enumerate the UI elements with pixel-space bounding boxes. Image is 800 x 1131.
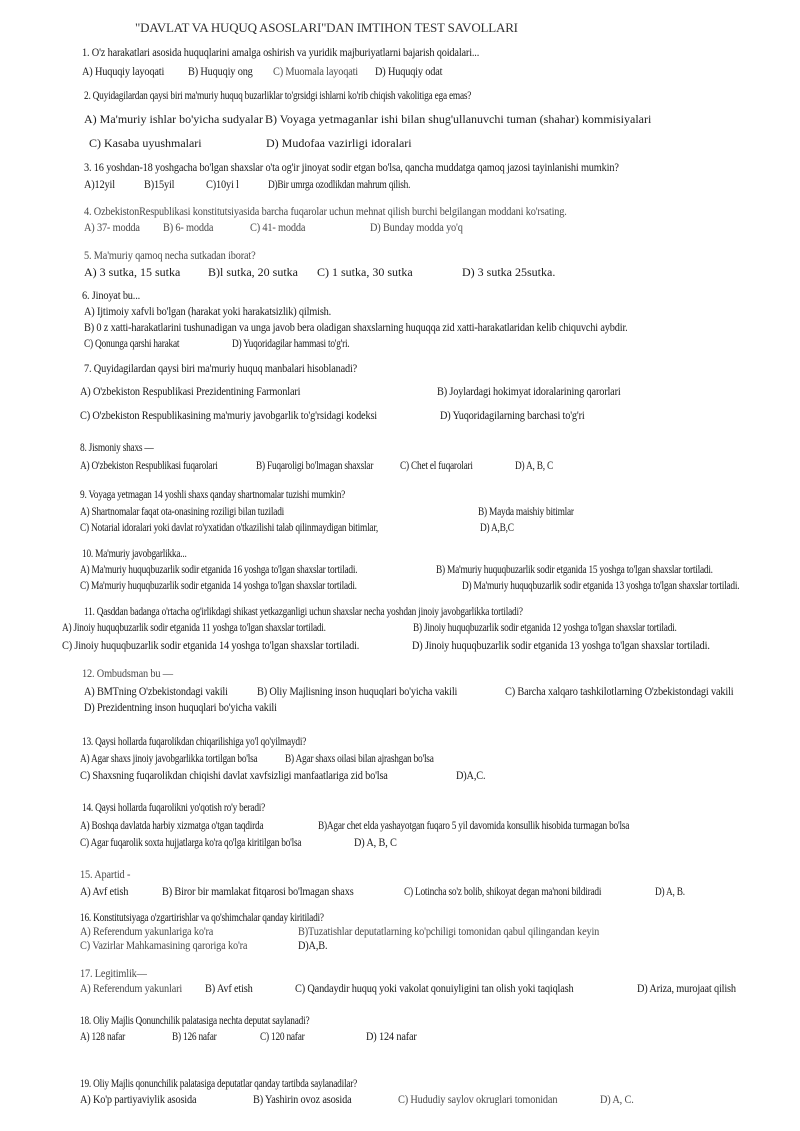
question-12: 12. Ombudsman bu —	[82, 666, 173, 680]
q18-option-d: D) 124 nafar	[366, 1029, 417, 1043]
q4-option-c: C) 41- modda	[250, 220, 306, 234]
q15-option-c: C) Lotincha so'z bolib, shikoyat degan ma'noni bildiradi	[404, 884, 602, 898]
q19-option-c: C) Hududiy saylov okruglari tomonidan	[398, 1092, 558, 1106]
q14-option-d: D) A, B, C	[354, 835, 397, 849]
question-19: 19. Oliy Majlis qonunchilik palatasiga deputatlar qanday tartibda saylanadilar?	[80, 1076, 358, 1090]
q1-option-c: C) Muomala layoqati	[273, 64, 359, 78]
q13-option-a: A) Agar shaxs jinoiy javobgarlikka tortilgan bo'lsa	[80, 751, 258, 765]
q2-option-d: D) Mudofaa vazirligi idoralari	[266, 136, 412, 150]
question-18: 18. Oliy Majlis Qonunchilik palatasiga nechta deputat saylanadi?	[80, 1013, 310, 1027]
q13-option-d: D)A,C.	[456, 768, 486, 782]
q12-option-a: A) BMTning O'zbekistondagi vakili	[84, 684, 228, 698]
question-4: 4. OzbekistonRespublikasi konstitutsiyasida barcha fuqarolar uchun mehnat qilish burchi belgilangan moddani ko'rsating.	[84, 204, 567, 218]
q5-option-a: A) 3 sutka, 15 sutka	[84, 265, 181, 279]
q15-option-d: D) A, B.	[655, 884, 685, 898]
q19-option-d: D) A, C.	[600, 1092, 634, 1106]
q1-option-b: B) Huquqiy ong	[188, 64, 253, 78]
question-15: 15. Apartid -	[80, 867, 131, 881]
q6-option-d: D) Yuqoridagilar hammasi to'g'ri.	[232, 336, 350, 350]
q14-option-a: A) Boshqa davlatda harbiy xizmatga o'tgan taqdirda	[80, 818, 264, 832]
q17-option-a: A) Referendum yakunlari	[80, 981, 183, 995]
q11-option-a: A) Jinoiy huquqbuzarlik sodir etganida 11 yoshga to'lgan shaxslar tortiladi.	[62, 620, 326, 634]
q18-option-a: A) 128 nafar	[80, 1029, 126, 1043]
q2-option-c: C) Kasaba uyushmalari	[89, 136, 202, 150]
q9-option-c: C) Notarial idoralari yoki davlat ro'yxatidan o'tkazilishi talab qilinmaydigan bitimlar,	[80, 520, 378, 534]
q3-option-c: C)10yi l	[206, 177, 239, 191]
q14-option-b: B)Agar chet elda yashayotgan fuqaro 5 yil davomida konsullik hisobida turmagan bo'lsa	[318, 818, 630, 832]
q3-option-d: D)Bir umrga ozodlikdan mahrum qilish.	[268, 177, 411, 191]
q8-option-b: B) Fuqaroligi bo'lmagan shaxslar	[256, 458, 374, 472]
q15-option-b: B) Biror bir mamlakat fitqarosi bo'lmagan shaxs	[162, 884, 354, 898]
question-10: 10. Ma'muriy javobgarlikka...	[82, 546, 187, 560]
q1-option-a: A) Huquqiy layoqati	[82, 64, 165, 78]
q12-option-d: D) Prezidentning inson huquqlari bo'yicha vakili	[84, 700, 277, 714]
q11-option-d: D) Jinoiy huquqbuzarlik sodir etganida 13 yoshga to'lgan shaxslar tortiladi.	[412, 638, 710, 652]
q4-option-d: D) Bunday modda yo'q	[370, 220, 463, 234]
question-6: 6. Jinoyat bu...	[82, 288, 141, 302]
q13-option-c: C) Shaxsning fuqarolikdan chiqishi davlat xavfsizligi manfaatlariga zid bo'lsa	[80, 768, 388, 782]
q18-option-b: B) 126 nafar	[172, 1029, 217, 1043]
question-13: 13. Qaysi hollarda fuqarolikdan chiqarilishiga yo'l qo'yilmaydi?	[82, 734, 307, 748]
q7-option-d: D) Yuqoridagilarning barchasi to'g'ri	[440, 408, 585, 422]
q8-option-d: D) A, B, C	[515, 458, 553, 472]
question-7: 7. Quyidagilardan qaysi biri ma'muriy huquq manbalari hisoblanadi?	[84, 361, 358, 375]
question-9: 9. Voyaga yetmagan 14 yoshli shaxs qanday shartnomalar tuzishi mumkin?	[80, 487, 346, 501]
question-17: 17. Legitimlik—	[80, 966, 147, 980]
q9-option-a: A) Shartnomalar faqat ota-onasining roziligi bilan tuziladi	[80, 504, 285, 518]
q3-option-b: B)15yil	[144, 177, 175, 191]
question-5: 5. Ma'muriy qamoq necha sutkadan iborat?	[84, 248, 256, 262]
q10-option-c: C) Ma'muriy huquqbuzarlik sodir etganida 14 yoshga to'lgan shaxslar tortiladi.	[80, 578, 357, 592]
q2-option-b: B) Voyaga yetmaganlar ishi bilan shug'ullanuvchi tuman (shahar) kommisiyalari	[265, 112, 652, 126]
question-3: 3. 16 yoshdan-18 yoshgacha bo'lgan shaxslar o'ta og'ir jinoyat sodir etgan bo'lsa, qancha muddatga qamoq jazosi tayinlanishi mumkin?	[84, 160, 619, 174]
question-2: 2. Quyidagilardan qaysi biri ma'muriy huquq buzarliklar to'grsidgi ishlarni ko'rib chiqish vakolitiga ega emas?	[84, 88, 472, 102]
q8-option-c: C) Chet el fuqarolari	[400, 458, 473, 472]
q10-option-b: B) Ma'muriy huquqbuzarlik sodir etganida 15 yoshga to'lgan shaxslar tortiladi.	[436, 562, 713, 576]
q13-option-b: B) Agar shaxs oilasi bilan ajrashgan bo'lsa	[285, 751, 434, 765]
q7-option-c: C) O'zbekiston Respublikasining ma'muriy javobgarlik to'g'rsidagi kodeksi	[80, 408, 377, 422]
q10-option-a: A) Ma'muriy huquqbuzarlik sodir etganida 16 yoshga to'lgan shaxslar tortiladi.	[80, 562, 358, 576]
q7-option-a: A) O'zbekiston Respublikasi Prezidentining Farmonlari	[80, 384, 301, 398]
q3-option-a: A)12yil	[84, 177, 115, 191]
q18-option-c: C) 120 nafar	[260, 1029, 305, 1043]
q17-option-c: C) Qandaydir huquq yoki vakolat qonuiyligini tan olish yoki taqiqlash	[295, 981, 574, 995]
question-14: 14. Qaysi hollarda fuqarolikni yo'qotish ro'y beradi?	[82, 800, 266, 814]
q16-option-d: D)A,B.	[298, 938, 328, 952]
q6-option-b: B) 0 z xatti-harakatlarini tushunadigan va unga javob bera oladigan shaxslarning huquqqa zid xatti-harakatlaridan kelib chiquvchi aybdir.	[84, 320, 628, 334]
q11-option-c: C) Jinoiy huquqbuzarlik sodir etganida 14 yoshga to'lgan shaxslar tortiladi.	[62, 638, 360, 652]
q4-option-b: B) 6- modda	[163, 220, 214, 234]
q12-option-b: B) Oliy Majlisning inson huquqlari bo'yicha vakili	[257, 684, 458, 698]
q6-option-a: A) Ijtimoiy xafvli bo'lgan (harakat yoki harakatsizlik) qilmish.	[84, 304, 332, 318]
question-11: 11. Qasddan badanga o'rtacha og'irlikdagi shikast yetkazganligi uchun shaxslar necha yoshdan jinoiy javobgarlikka tortiladi?	[84, 604, 523, 618]
document-title: "DAVLAT VA HUQUQ ASOSLARI"DAN IMTIHON TEST SAVOLLARI	[135, 20, 518, 35]
q6-option-c: C) Qonunga qarshi harakat	[84, 336, 180, 350]
q8-option-a: A) O'zbekiston Respublikasi fuqarolari	[80, 458, 218, 472]
q17-option-d: D) Ariza, murojaat qilish	[637, 981, 736, 995]
q19-option-b: B) Yashirin ovoz asosida	[253, 1092, 352, 1106]
q5-option-c: C) 1 sutka, 30 sutka	[317, 265, 413, 279]
q11-option-b: B) Jinoiy huquqbuzarlik sodir etganida 12 yoshga to'lgan shaxslar tortiladi.	[413, 620, 677, 634]
q9-option-b: B) Mayda maishiy bitimlar	[478, 504, 574, 518]
q15-option-a: A) Avf etish	[80, 884, 129, 898]
q10-option-d: D) Ma'muriy huquqbuzarlik sodir etganida 13 yoshga to'lgan shaxslar tortiladi.	[462, 578, 740, 592]
question-16: 16. Konstitutsiyaga o'zgartirishlar va qo'shimchalar qanday kiritiladi?	[80, 910, 324, 924]
q19-option-a: A) Ko'p partiyaviylik asosida	[80, 1092, 197, 1106]
q5-option-b: B)l sutka, 20 sutka	[208, 265, 298, 279]
q1-option-d: D) Huquqiy odat	[375, 64, 443, 78]
q17-option-b: B) Avf etish	[205, 981, 253, 995]
q7-option-b: B) Joylardagi hokimyat idoralarining qarorlari	[437, 384, 621, 398]
q16-option-a: A) Referendum yakunlariga ko'ra	[80, 924, 214, 938]
q16-option-c: C) Vazirlar Mahkamasining qaroriga ko'ra	[80, 938, 248, 952]
q12-option-c: C) Barcha xalqaro tashkilotlarning O'zbekistondagi vakili	[505, 684, 734, 698]
q9-option-d: D) A,B,C	[480, 520, 514, 534]
q14-option-c: C) Agar fuqarolik soxta hujjatlarga ko'ra qo'lga kiritilgan bo'lsa	[80, 835, 302, 849]
q5-option-d: D) 3 sutka 25sutka.	[462, 265, 556, 279]
q16-option-b: B)Tuzatishlar deputatlarning ko'pchiligi tomonidan qabul qilingandan keyin	[298, 924, 600, 938]
question-8: 8. Jismoniy shaxs —	[80, 440, 154, 454]
q2-option-a: A) Ma'muriy ishlar bo'yicha sudyalar	[84, 112, 263, 126]
q4-option-a: A) 37- modda	[84, 220, 140, 234]
question-1: 1. O'z harakatlari asosida huquqlarini amalga oshirish va yuridik majburiyatlarni bajarish qoidalari...	[82, 45, 480, 59]
